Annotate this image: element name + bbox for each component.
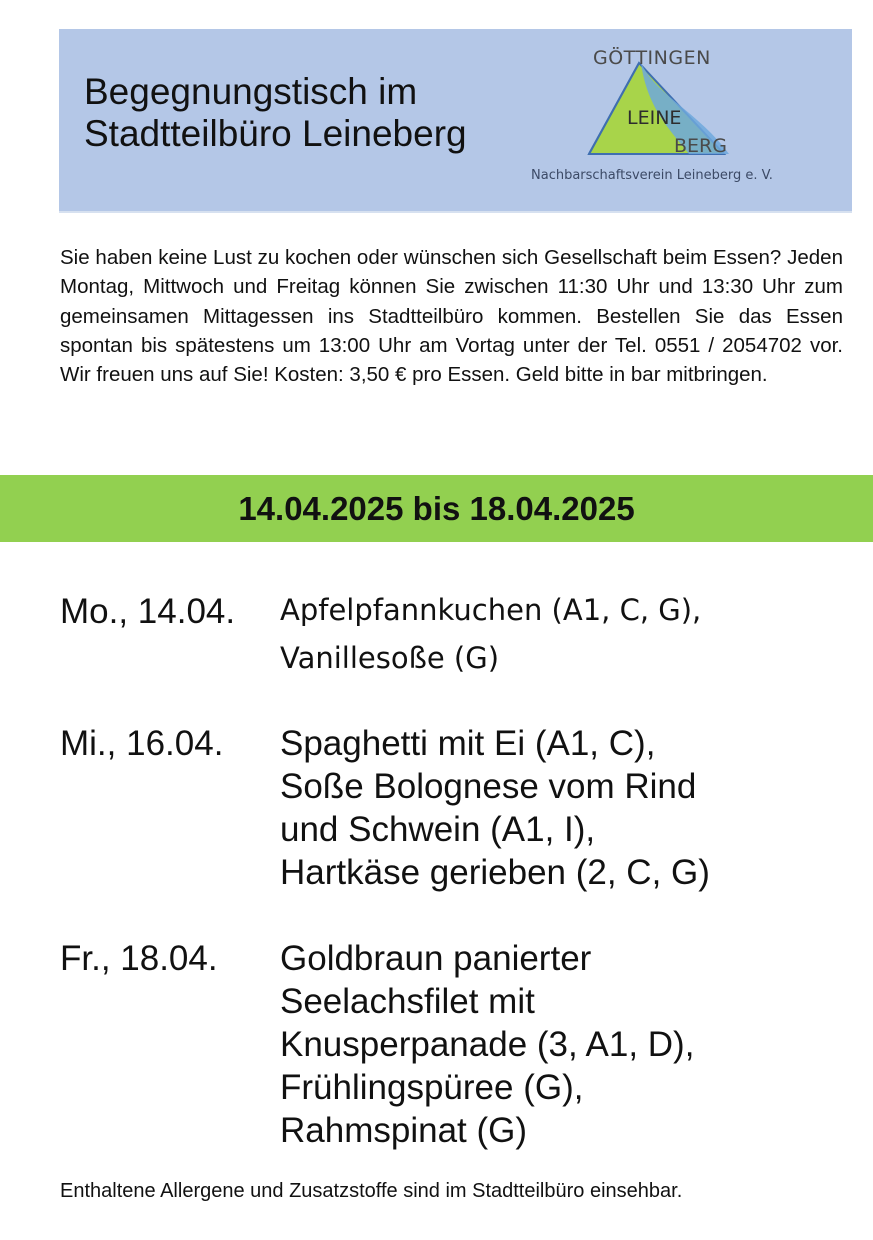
allergen-note: Enthaltene Allergene und Zusatzstoffe sind im Stadtteilbüro einsehbar. (60, 1180, 683, 1202)
menu-line: Hartkäse gerieben (2, C, G) (280, 853, 710, 892)
week-range-text: 14.04.2025 bis 18.04.2025 (238, 489, 635, 527)
menu-line: und Schwein (A1, I), (280, 810, 596, 849)
day-label: Fr., 18.04. (60, 939, 218, 978)
menu-line: Knusperpanade (3, A1, D), (280, 1025, 695, 1064)
day-menu (280, 937, 694, 1152)
logo-city-text: GÖTTINGEN (593, 47, 711, 69)
title-line-1: Begegnungstisch im (84, 71, 418, 112)
intro-paragraph: Sie haben keine Lust zu kochen oder wünschen sich Gesellschaft beim Essen? Jeden Montag, Mittwoch und Freitag können Sie zwischen 11:30 Uhr und 13:30 Uhr zum gemeinsamen Mittagessen ins Stadtteilbüro kommen. Bestellen Sie das Essen spontan bis spätestens um 13:00 Uhr am Vortag unter der Tel. 0551 / 2054702 vor. Wir freuen uns auf Sie! Kosten: 3,50 € pro Essen. Geld bitte in bar mitbringen. (60, 246, 843, 387)
menu-line: Goldbraun panierter (280, 939, 592, 978)
menu-line: Frühlingspüree (G), (280, 1068, 584, 1107)
logo-association-text: Nachbarschaftsverein Leineberg e. V. (531, 168, 773, 183)
day-label: Mo., 14.04. (60, 592, 236, 631)
day-label: Mi., 16.04. (60, 724, 224, 763)
logo-berg-text: BERG (674, 135, 727, 157)
menu-line: Seelachsfilet mit (280, 982, 535, 1021)
week-range-banner (0, 475, 873, 542)
menu-line: Soße Bolognese vom Rind (280, 767, 697, 806)
page-title (84, 71, 467, 155)
menu-line: Vanillesoße (G) (280, 641, 500, 675)
logo-leine-text: LEINE (627, 107, 682, 129)
association-logo (529, 41, 829, 191)
header-banner (59, 29, 852, 213)
menu-line: Rahmspinat (G) (280, 1111, 528, 1150)
title-line-2: Stadtteilbüro Leineberg (84, 113, 467, 154)
day-menu (280, 722, 710, 894)
menu-line: Spaghetti mit Ei (A1, C), (280, 724, 656, 763)
menu-line: Apfelpfannkuchen (A1, C, G), (280, 593, 702, 627)
day-menu (280, 586, 701, 682)
